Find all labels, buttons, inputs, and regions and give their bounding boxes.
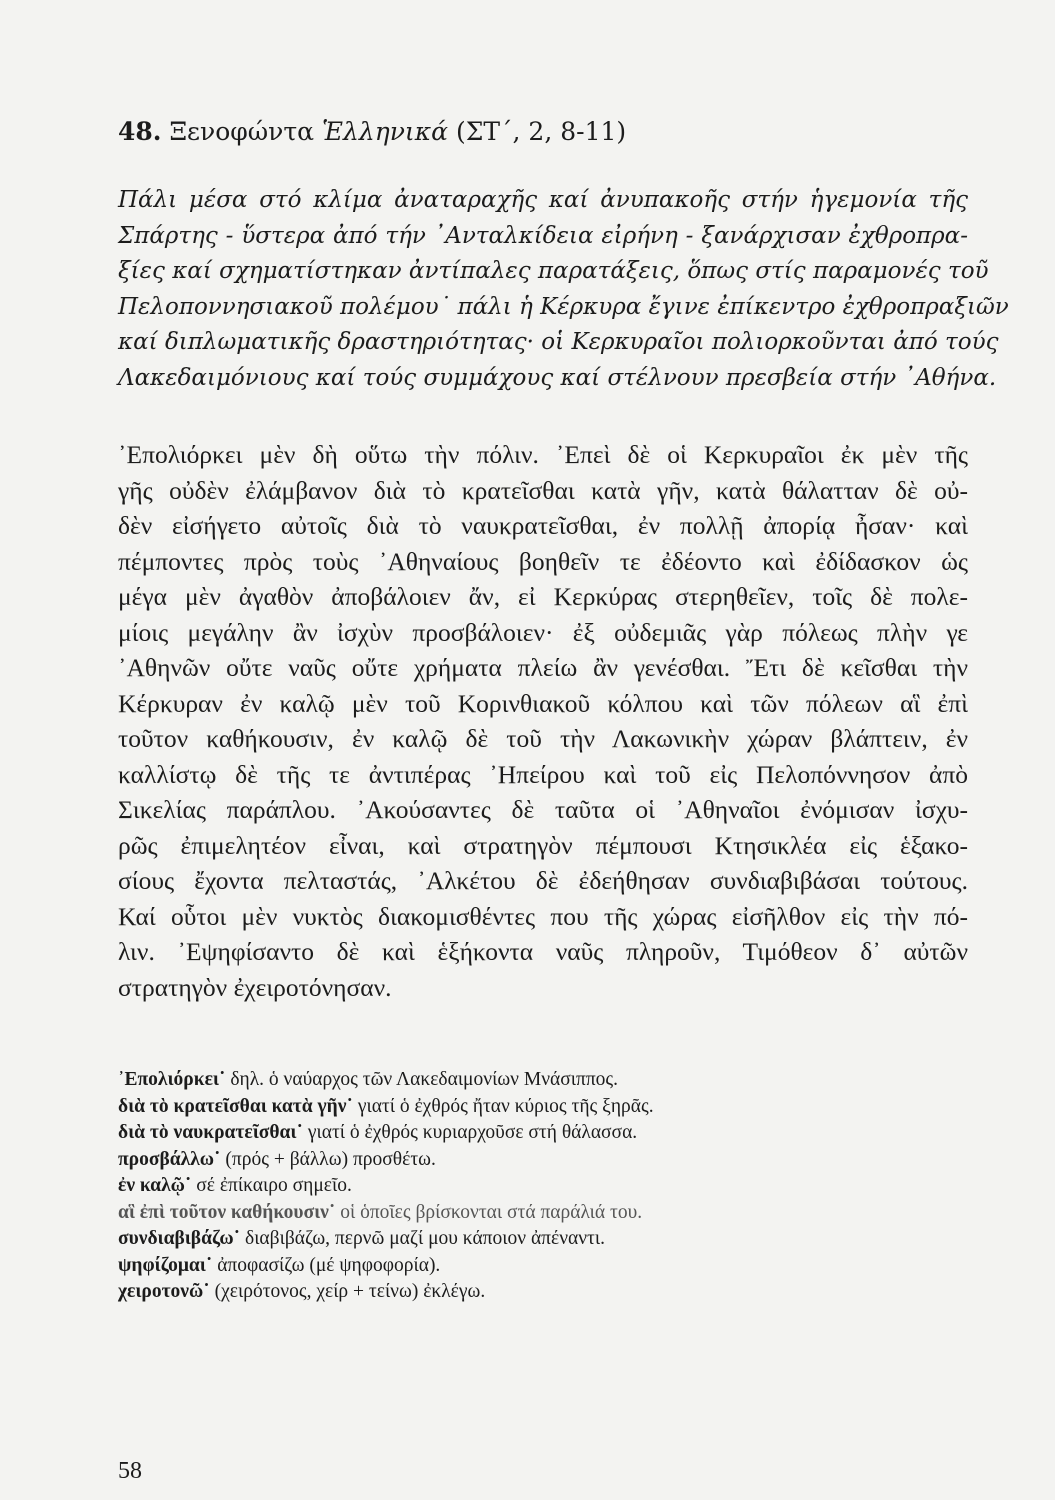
note-term: συνδιαβιβάζω [118,1228,234,1249]
note-term: διὰ τὸ κρατεῖσθαι κατὰ γῆν [118,1095,347,1117]
glossary-notes [118,1067,958,1306]
note-gloss: σέ ἐπίκαιρο σημεῖο. [196,1175,352,1196]
glossary-note: χειροτονῶ˙ (χειρότονος, χείρ + τείνω) ἐκλέγω. [118,1281,486,1302]
note-gloss: διαβιβάζω, περνῶ μαζί μου κάποιον ἀπέναντι. [245,1228,606,1249]
passage-line: πέμποντες πρὸς τοὺς ᾿Αθηναίους βοηθεῖν τε ἐδέοντο καὶ ἐδίδασκον ὡς [118,546,968,576]
note-gloss: δηλ. ὁ ναύαρχος τῶν Λακεδαιμονίων Μνάσιππος. [230,1069,619,1090]
note-term: διὰ τὸ ναυκρατεῖσθαι [118,1122,297,1143]
glossary-note: συνδιαβιβάζω˙ διαβιβάζω, περνῶ μαζί μου κάποιον ἀπέναντι. [118,1228,606,1249]
note-term: χειροτονῶ [118,1281,204,1302]
note-gloss: γιατί ὁ ἐχθρός ἤταν κύριος τῆς ξηρᾶς. [357,1095,654,1117]
passage-line: Σικελίας παράπλου. ᾿Ακούσαντες δὲ ταῦτα οἱ ᾿Αθηναῖοι ἐνόμισαν ἰσχυ- [118,795,968,824]
intro-line: Λακεδαιμόνιους καί τούς συμμάχους καί στέλνουν πρεσβεία στήν ᾿Αθήνα. [118,364,997,391]
passage-line: ρῶς ἐπιμελητέον εἶναι, καὶ στρατηγὸν πέμπουσι Κτησικλέα εἰς ἑξακο- [118,830,968,860]
note-term: προσβάλλω [118,1148,215,1170]
passage-line: λιν. ᾿Εψηφίσαντο δὲ καὶ ἑξήκοντα ναῦς πληροῦν, Τιμόθεον δ᾿ αὐτῶν [118,937,968,966]
intro-line: Πελοποννησιακοῦ πολέμου˙ πάλι ἡ Κέρκυρα ἔγινε ἐπίκεντρο ἐχθροπραξιῶν [118,293,1009,320]
intro-line: Πάλι μέσα στό κλίμα ἀναταραχῆς καί ἀνυπακοῆς στήν ἡγεμονία τῆς [118,187,968,213]
page-number: 58 [118,1458,142,1484]
note-gloss: οἱ ὁποῖες βρίσκονται στά παράλιά του. [340,1201,643,1223]
glossary-note: διὰ τὸ ναυκρατεῖσθαι˙ γιατί ὁ ἐχθρός κυριαρχοῦσε στή θάλασσα. [118,1122,638,1143]
note-term: ᾿Επολιόρκει [118,1069,219,1090]
passage-line: Κέρκυραν ἐν καλῷ μὲν τοῦ Κορινθιακοῦ κόλπου καὶ τῶν πόλεων αἳ ἐπὶ [118,688,968,718]
intro-paragraph [118,183,1009,396]
glossary-note: ᾿Επολιόρκει˙ δηλ. ὁ ναύαρχος τῶν Λακεδαιμονίων Μνάσιππος. [118,1069,619,1090]
note-term: ψηφίζομαι [118,1254,206,1276]
passage-line: γῆς οὐδὲν ἐλάμβανον διὰ τὸ κρατεῖσθαι κατὰ γῆν, κατὰ θάλατταν δὲ οὐ- [118,475,968,505]
passage-line: στρατηγὸν ἐχειροτόνησαν. [118,972,392,1002]
glossary-note: διὰ τὸ κρατεῖσθαι κατὰ γῆν˙ γιατί ὁ ἐχθρός ἤταν κύριος τῆς ξηρᾶς. [118,1095,654,1117]
passage-line: σίους ἔχοντα πελταστάς, ᾿Αλκέτου δὲ ἐδεήθησαν συνδιαβιβάσαι τούτους. [118,866,968,895]
section-heading [118,112,958,152]
greek-passage [118,437,968,1005]
glossary-note: ἐν καλῷ˙ σέ ἐπίκαιρο σημεῖο. [118,1175,352,1196]
passage-line: μέγα μὲν ἀγαθὸν ἀποβάλοιεν ἄν, εἰ Κερκύρας στερηθεῖεν, τοῖς δὲ πολε- [118,582,968,611]
note-gloss: (πρός + βάλλω) προσθέτω. [225,1148,436,1170]
note-gloss: γιατί ὁ ἐχθρός κυριαρχοῦσε στή θάλασσα. [307,1122,638,1143]
passage-line: δὲν εἰσήγετο αὐτοῖς διὰ τὸ ναυκρατεῖσθαι, ἐν πολλῇ ἀπορίᾳ ἦσαν· καὶ [118,511,968,540]
glossary-note: ψηφίζομαι˙ ἀποφασίζω (μέ ψηφοφορία). [118,1254,441,1276]
glossary-note: αἳ ἐπὶ τοῦτον καθήκουσιν˙ οἱ ὁποῖες βρίσκονται στά παράλιά του. [118,1201,643,1223]
intro-line: Σπάρτης - ὕστερα ἀπό τήν ᾿Ανταλκίδεια εἰρήνη - ξανάρχισαν ἐχθροπρα- [118,222,968,249]
passage-line: καλλίστῳ δὲ τῆς τε ἀντιπέρας ᾿Ηπείρου καὶ τοῦ εἰς Πελοπόννησον ἀπὸ [118,759,968,789]
passage-line: ᾿Επολιόρκει μὲν δὴ οὕτω τὴν πόλιν. ᾿Επεὶ δὲ οἱ Κερκυραῖοι ἐκ μὲν τῆς [118,440,968,469]
passage-line: ᾿Αθηνῶν οὔτε ναῦς οὔτε χρήματα πλείω ἂν γενέσθαι. Ἔτι δὲ κεῖσθαι τὴν [118,653,968,682]
passage-line: μίοις μεγάλην ἂν ἰσχὺν προσβάλοιεν· ἐξ οὐδεμιᾶς γὰρ πόλεως πλὴν γε [118,617,968,647]
note-gloss: ἀποφασίζω (μέ ψηφοφορία). [217,1254,441,1276]
intro-line: ξίες καί σχηματίστηκαν ἀντίπαλες παρατάξεις, ὅπως στίς παραμονές τοῦ [118,258,989,284]
section-author: Ξενοφώντα [169,117,315,146]
glossary-note: προσβάλλω˙ (πρός + βάλλω) προσθέτω. [118,1148,436,1170]
note-term: ἐν καλῷ [118,1175,185,1196]
note-gloss: (χειρότονος, χείρ + τείνω) ἐκλέγω. [214,1281,486,1302]
intro-line: καί διπλωματικῆς δραστηριότητας· οἱ Κερκυραῖοι πολιορκοῦνται ἀπό τούς [118,329,999,355]
note-term: αἳ ἐπὶ τοῦτον καθήκουσιν [118,1201,329,1223]
passage-line: Καί οὗτοι μὲν νυκτὸς διακομισθέντες που τῆς χώρας εἰσῆλθον εἰς τὴν πό- [118,901,968,931]
section-reference: (ΣΤ΄, 2, 8-11) [455,117,627,146]
section-work-title: Ἑλληνικά [322,117,448,146]
passage-line: τοῦτον καθήκουσιν, ἐν καλῷ δὲ τοῦ τὴν Λακωνικὴν χώραν βλάπτειν, ἐν [118,724,968,753]
section-number: 48. [118,117,162,146]
